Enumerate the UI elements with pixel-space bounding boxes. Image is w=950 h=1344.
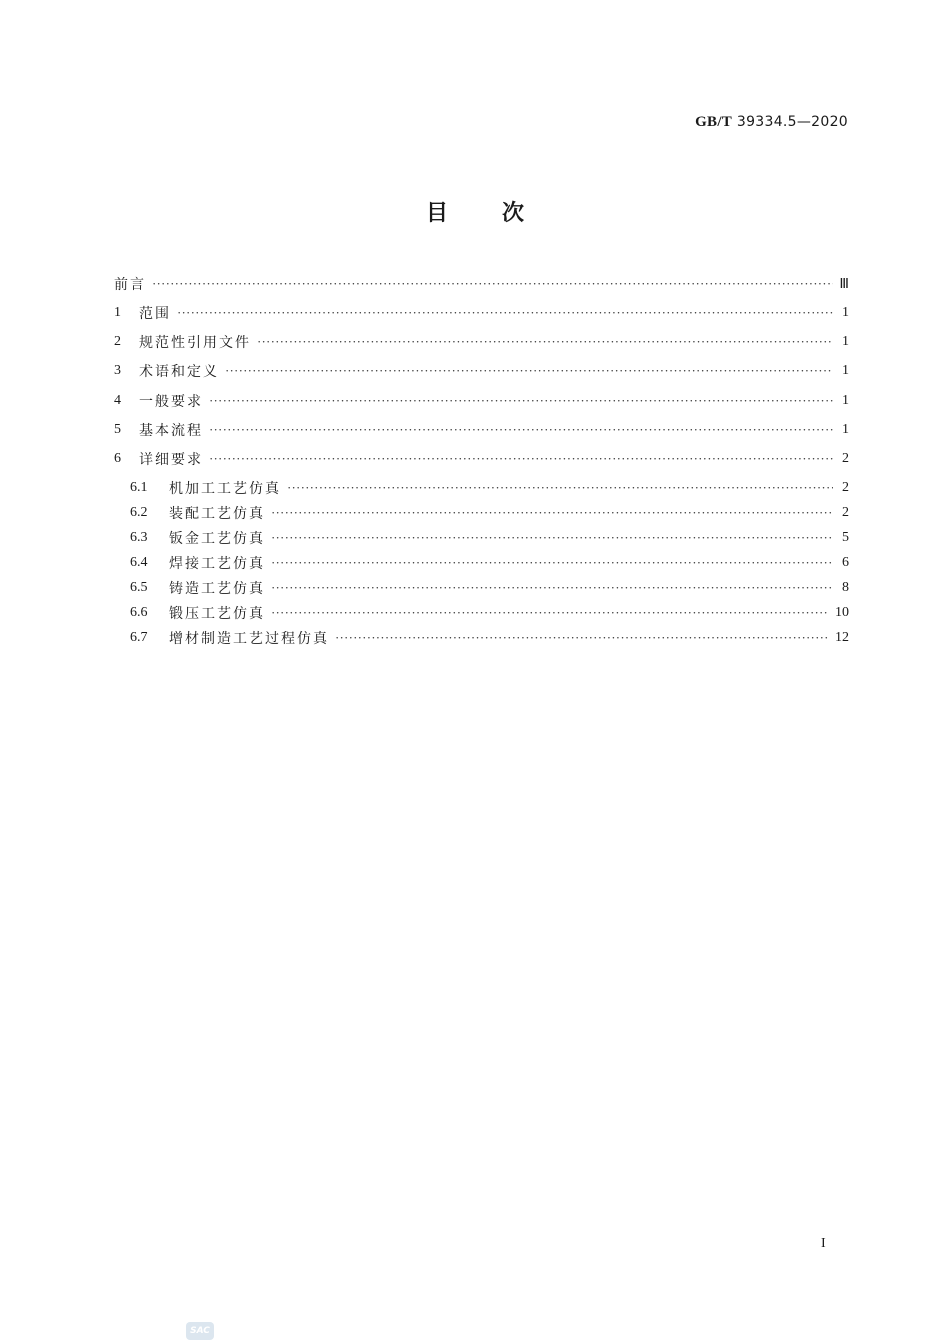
toc-entry-6-5[interactable] <box>130 578 849 598</box>
toc-entry-label: 详细要求 <box>139 452 203 468</box>
toc-entry-number: 6.6 <box>130 605 148 620</box>
toc-entry-label: 基本流程 <box>139 423 203 439</box>
toc-entry-4[interactable] <box>114 391 849 411</box>
toc-entry-page: 1 <box>842 334 849 349</box>
toc-entry-1[interactable] <box>114 303 849 323</box>
toc-leader-dots <box>271 578 833 598</box>
toc-leader-dots <box>209 449 833 469</box>
toc-entry-page: 2 <box>842 451 849 466</box>
toc-leader-dots <box>225 361 833 381</box>
toc-entry-page: 8 <box>842 580 849 595</box>
toc-entry-page: 1 <box>842 305 849 320</box>
toc-entry-number: 2 <box>114 334 121 349</box>
toc-entry-label: 规范性引用文件 <box>139 335 251 351</box>
toc-leader-dots <box>257 332 833 352</box>
toc-entry-6-4[interactable] <box>130 553 849 573</box>
sac-watermark-logo: SAC <box>186 1322 214 1340</box>
toc-entry-label: 锻压工艺仿真 <box>169 606 265 622</box>
toc-entry-number: 6.5 <box>130 580 148 595</box>
toc-leader-dots <box>271 553 833 573</box>
toc-entry-label: 焊接工艺仿真 <box>169 556 265 572</box>
toc-entry-page: 2 <box>842 480 849 495</box>
toc-leader-dots <box>209 391 833 411</box>
toc-entry-page: 10 <box>835 605 849 620</box>
toc-entry-6[interactable] <box>114 449 849 469</box>
toc-entry-number: 6.1 <box>130 480 148 495</box>
toc-entry-page: 1 <box>842 393 849 408</box>
toc-entry-number: 6.4 <box>130 555 148 570</box>
toc-leader-dots <box>209 420 833 440</box>
toc-entry-number: 4 <box>114 393 121 408</box>
toc-entry-6-7[interactable] <box>130 628 849 648</box>
toc-entry-label: 钣金工艺仿真 <box>169 531 265 547</box>
toc-entry-label: 一般要求 <box>139 394 203 410</box>
toc-entry-page: Ⅲ <box>839 276 849 292</box>
toc-entry-label: 铸造工艺仿真 <box>169 581 265 597</box>
toc-leader-dots <box>177 303 833 323</box>
toc-entry-page: 2 <box>842 505 849 520</box>
toc-entry-page: 6 <box>842 555 849 570</box>
toc-entry-label: 增材制造工艺过程仿真 <box>169 631 329 647</box>
toc-leader-dots <box>271 528 833 548</box>
toc-entry-label: 范围 <box>139 306 171 322</box>
toc-entry-page: 5 <box>842 530 849 545</box>
toc-entry-page: 1 <box>842 422 849 437</box>
standard-prefix: GB/T <box>695 114 733 130</box>
standard-code <box>695 114 848 131</box>
toc-entry-foreword[interactable] <box>114 274 849 294</box>
toc-entry-6-6[interactable] <box>130 603 849 623</box>
toc-leader-dots <box>271 603 829 623</box>
toc-entry-2[interactable] <box>114 332 849 352</box>
toc-leader-dots <box>287 478 833 498</box>
toc-entry-6-3[interactable] <box>130 528 849 548</box>
toc-entry-6-2[interactable] <box>130 503 849 523</box>
toc-entry-number: 6.3 <box>130 530 148 545</box>
toc-entry-number: 6.2 <box>130 505 148 520</box>
toc-entry-number: 5 <box>114 422 121 437</box>
toc-entry-number: 6 <box>114 451 121 466</box>
toc-entry-page: 12 <box>835 630 849 645</box>
toc-entry-label: 术语和定义 <box>139 364 219 380</box>
toc-entry-5[interactable] <box>114 420 849 440</box>
toc-entry-label: 机加工工艺仿真 <box>169 481 281 497</box>
page-number: I <box>821 1236 826 1251</box>
toc-entry-label: 前言 <box>114 277 146 293</box>
toc-leader-dots <box>152 274 833 294</box>
toc-entry-3[interactable] <box>114 361 849 381</box>
toc-entry-number: 3 <box>114 363 121 378</box>
toc-leader-dots <box>335 628 829 648</box>
toc-entry-number: 1 <box>114 305 121 320</box>
toc-entry-label: 装配工艺仿真 <box>169 506 265 522</box>
toc-entry-page: 1 <box>842 363 849 378</box>
toc-entry-number: 6.7 <box>130 630 148 645</box>
toc-entry-6-1[interactable] <box>130 478 849 498</box>
standard-number: 39334.5—2020 <box>736 114 848 130</box>
toc-title: 目次 <box>425 201 578 226</box>
toc-leader-dots <box>271 503 833 523</box>
